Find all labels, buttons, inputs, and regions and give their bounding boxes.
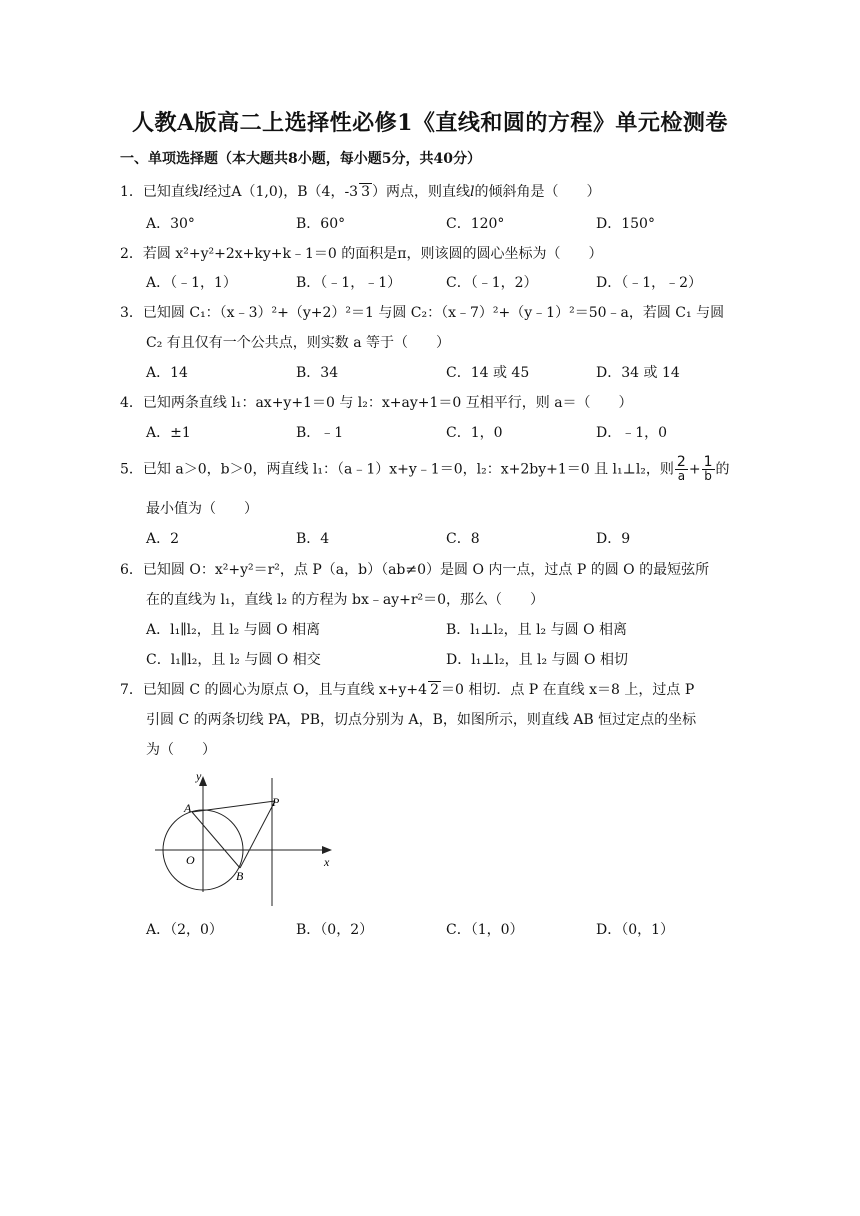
- q6-option-b[interactable]: B．l₁⊥l₂，且 l₂ 与圆 O 相离: [446, 622, 628, 638]
- q1-option-c[interactable]: C．120°: [446, 216, 505, 232]
- question-7-line-3: 为（ ）: [146, 742, 216, 758]
- sqrt-3: 3: [361, 184, 371, 200]
- question-5-line-1: 5．已知 a＞0，b＞0，两直线 l₁：（a﹣1）x+y﹣1＝0，l₂：x+2by+1＝0 且 l₁⊥l₂，则 $\frac{2}{a}$ + $\frac{1}{b}$ 的: [120, 454, 730, 483]
- fraction-1-over-b: $\frac{1}{b}$: [703, 454, 713, 483]
- label-p: P: [272, 795, 280, 809]
- q5-option-d[interactable]: D．9: [596, 531, 631, 547]
- question-2: 2．若圆 x²+y²+2x+ky+k﹣1＝0 的面积是π，则该圆的圆心坐标为（ ）: [120, 246, 603, 262]
- q3-option-c[interactable]: C．14 或 45: [446, 365, 530, 381]
- q3-option-a[interactable]: A．14: [146, 365, 188, 381]
- question-3-line-1: 3．已知圆 C₁：（x﹣3）²+（y+2）²＝1 与圆 C₂：（x﹣7）²+（y﹣1）²＝50﹣a，若圆 C₁ 与圆: [120, 305, 725, 321]
- q6-option-a[interactable]: A．l₁∥l₂，且 l₂ 与圆 O 相离: [146, 622, 321, 638]
- q2-option-d[interactable]: D．（﹣1，﹣2）: [596, 275, 703, 291]
- question-7-line-1: 7．已知圆 C 的圆心为原点 O，且与直线 x+y+4 2 ＝0 相切．点 P 在直线 x＝8 上，过点 P: [120, 682, 695, 698]
- question-1: 1．已知直线l经过A（1,0)，B（4，-3 3 ）两点，则直线l的倾斜角是（ ）: [120, 184, 601, 200]
- label-y: y: [196, 769, 202, 783]
- x-axis-arrow: [322, 846, 332, 854]
- q7-option-c[interactable]: C．（1，0）: [446, 922, 524, 938]
- q7-option-a[interactable]: A．（2，0）: [146, 922, 223, 938]
- q2-option-a[interactable]: A．（﹣1，1）: [146, 275, 237, 291]
- label-o: O: [186, 853, 195, 867]
- q4-option-c[interactable]: C．1，0: [446, 425, 503, 441]
- question-4: 4．已知两条直线 l₁：ax+y+1＝0 与 l₂：x+ay+1＝0 互相平行，则 a＝（ ）: [120, 395, 633, 411]
- question-6-line-2: 在的直线为 l₁，直线 l₂ 的方程为 bx﹣ay+r²＝0，那么（ ）: [146, 592, 545, 608]
- q3-option-d[interactable]: D．34 或 14: [596, 365, 680, 381]
- q4-option-b[interactable]: B．﹣1: [296, 425, 344, 441]
- label-a: A: [184, 801, 192, 815]
- q7-option-d[interactable]: D．（0，1）: [596, 922, 675, 938]
- q2-option-b[interactable]: B．（﹣1，﹣1）: [296, 275, 402, 291]
- q5-option-c[interactable]: C．8: [446, 531, 480, 547]
- chord-ab: [192, 812, 240, 868]
- question-7-line-2: 引圆 C 的两条切线 PA，PB，切点分别为 A，B，如图所示，则直线 AB 恒过定点的坐标: [146, 712, 697, 728]
- q1-option-a[interactable]: A．30°: [146, 216, 195, 232]
- sqrt-2: 2: [430, 682, 439, 698]
- section-heading: 一、单项选择题（本大题共8小题，每小题5分，共40分）: [120, 151, 481, 167]
- q5-option-a[interactable]: A．2: [146, 531, 180, 547]
- q2-option-c[interactable]: C．（﹣1，2）: [446, 275, 538, 291]
- q5-option-b[interactable]: B．4: [296, 531, 330, 547]
- label-b: B: [236, 869, 244, 883]
- question-6-line-1: 6．已知圆 O：x²+y²＝r²，点 P（a，b）（ab≠0）是圆 O 内一点，过点 P 的圆 O 的最短弦所: [120, 562, 710, 578]
- q7-option-b[interactable]: B．（0，2）: [296, 922, 374, 938]
- question-5-line-2: 最小值为（ ）: [146, 501, 258, 517]
- tangent-pb: [240, 801, 275, 868]
- page-title: 人教A版高二上选择性必修1《直线和圆的方程》单元检测卷: [132, 110, 728, 136]
- q1-option-d[interactable]: D．150°: [596, 216, 655, 232]
- q4-option-a[interactable]: A．±1: [146, 425, 191, 441]
- q3-option-b[interactable]: B．34: [296, 365, 339, 381]
- tangent-pa: [192, 801, 275, 812]
- question-3-line-2: C₂ 有且仅有一个公共点，则实数 a 等于（ ）: [146, 335, 451, 351]
- fraction-2-over-a: $\frac{2}{a}$: [676, 454, 686, 483]
- q1-option-b[interactable]: B．60°: [296, 216, 346, 232]
- q6-option-c[interactable]: C．l₁∥l₂，且 l₂ 与圆 O 相交: [146, 652, 321, 668]
- label-x: x: [324, 855, 330, 869]
- q4-option-d[interactable]: D．﹣1，0: [596, 425, 668, 441]
- tangent-figure: [150, 768, 340, 910]
- q6-option-d[interactable]: D．l₁⊥l₂，且 l₂ 与圆 O 相切: [446, 652, 628, 668]
